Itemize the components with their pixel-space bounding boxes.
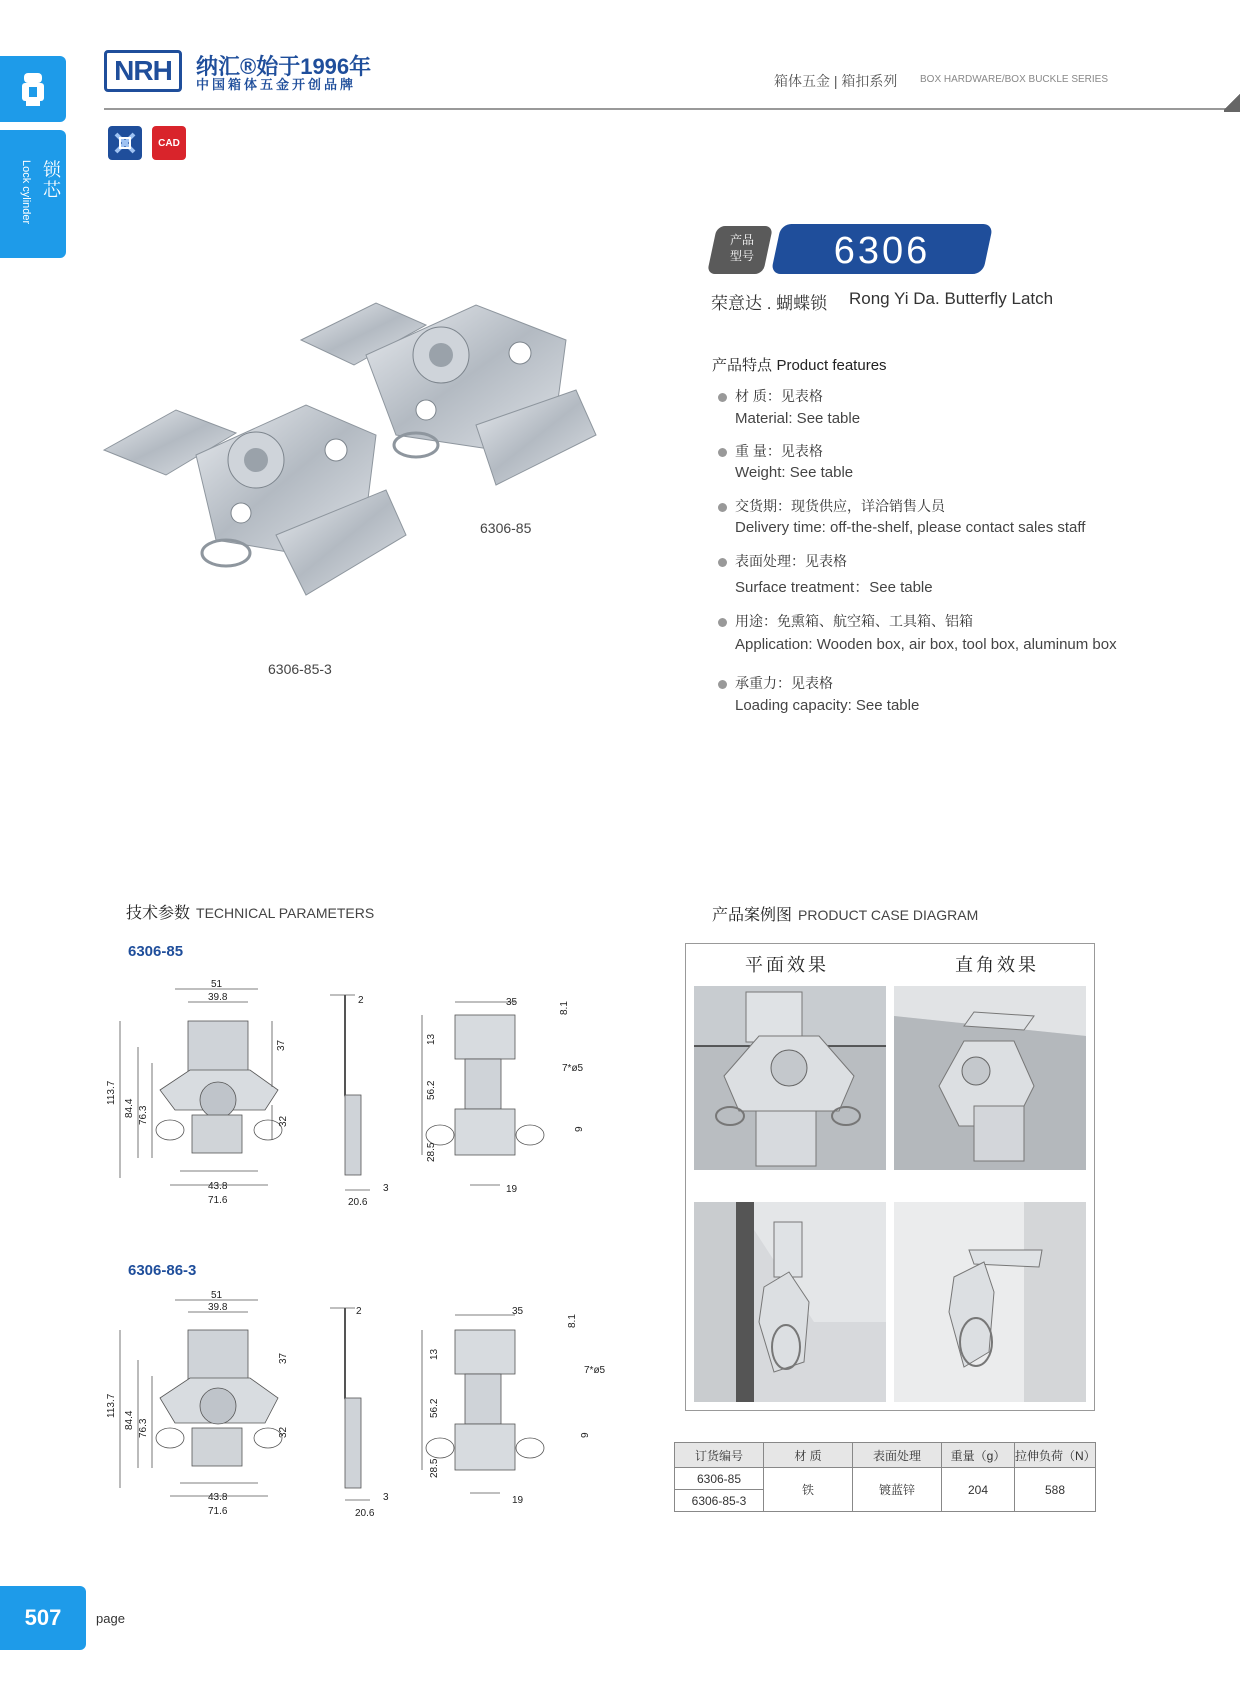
dim-35: 35 bbox=[506, 997, 518, 1008]
dim-39-8: 39.8 bbox=[208, 1302, 228, 1313]
product-photo bbox=[96, 285, 616, 665]
bullet-icon bbox=[718, 558, 727, 567]
sidebar-lock-tab-icon[interactable] bbox=[0, 56, 66, 122]
surface-cell: 镀蓝锌 bbox=[853, 1468, 942, 1512]
drawing-model-label: 6306-85 bbox=[128, 943, 184, 960]
technical-title-en: TECHNICAL PARAMETERS bbox=[196, 905, 375, 921]
feature-zh: 承重力：见表格 bbox=[735, 675, 833, 691]
table-row bbox=[675, 1468, 1096, 1490]
dim-39-8: 39.8 bbox=[208, 992, 228, 1003]
dim-71-6: 71.6 bbox=[208, 1506, 228, 1517]
table-header: 材 质 bbox=[764, 1443, 853, 1468]
dim-37: 37 bbox=[276, 1039, 287, 1051]
case-title-en: PRODUCT CASE DIAGRAM bbox=[798, 907, 979, 923]
dim-7x5: 7*ø5 bbox=[584, 1365, 606, 1376]
feature-item bbox=[718, 611, 973, 631]
case-title-zh: 产品案例图 bbox=[712, 907, 793, 924]
feature-item bbox=[718, 441, 823, 461]
dim-8-1: 8.1 bbox=[559, 1001, 570, 1015]
order-code-cell: 6306-85 bbox=[675, 1468, 764, 1490]
load-cell: 588 bbox=[1015, 1468, 1096, 1512]
bullet-icon bbox=[718, 680, 727, 689]
dim-35: 35 bbox=[512, 1306, 524, 1317]
dim-20-6: 20.6 bbox=[355, 1508, 375, 1519]
feature-item bbox=[718, 551, 847, 571]
model-label-line2: 型号 bbox=[729, 249, 754, 263]
feature-item bbox=[718, 386, 823, 406]
dim-3: 3 bbox=[383, 1492, 389, 1503]
technical-title bbox=[126, 900, 374, 923]
dim-113-7: 113.7 bbox=[106, 1393, 117, 1418]
feature-item bbox=[718, 673, 833, 693]
sidebar-item-lock-cylinder[interactable] bbox=[0, 130, 66, 258]
feature-en: Material: See table bbox=[735, 410, 861, 427]
corner-effect-photo-2 bbox=[894, 1202, 1086, 1402]
cad-download-icon[interactable]: CAD bbox=[152, 126, 186, 160]
dim-76-3: 76.3 bbox=[138, 1418, 149, 1438]
bullet-icon bbox=[718, 618, 727, 627]
features-title-en: Product features bbox=[776, 357, 887, 374]
dim-37: 37 bbox=[278, 1352, 289, 1364]
dim-7x5: 7*ø5 bbox=[562, 1063, 584, 1074]
page-number: 507 bbox=[0, 1586, 86, 1650]
dim-3: 3 bbox=[383, 1183, 389, 1194]
model-label-line1: 产品 bbox=[729, 233, 754, 247]
3d-model-icon[interactable] bbox=[108, 126, 142, 160]
dim-9: 9 bbox=[574, 1126, 585, 1132]
bullet-icon bbox=[718, 393, 727, 402]
dim-43-8: 43.8 bbox=[208, 1492, 228, 1503]
photo-label-6306-85: 6306-85 bbox=[480, 520, 532, 536]
feature-zh: 材 质：见表格 bbox=[735, 388, 823, 404]
dim-84-4: 84.4 bbox=[124, 1410, 135, 1430]
tools-icon bbox=[108, 126, 142, 160]
header-divider-corner bbox=[1224, 92, 1240, 112]
dim-84-4: 84.4 bbox=[124, 1098, 135, 1118]
feature-en: Weight: See table bbox=[735, 464, 854, 481]
dim-56-2: 56.2 bbox=[429, 1398, 440, 1418]
dim-19: 19 bbox=[512, 1495, 524, 1506]
product-name-zh: 荣意达 . 蝴蝶锁 bbox=[711, 294, 828, 313]
table-header: 表面处理 bbox=[853, 1443, 942, 1468]
bullet-icon bbox=[718, 503, 727, 512]
features-title bbox=[712, 354, 887, 375]
technical-drawing-6306-86-3 bbox=[100, 1288, 620, 1528]
dim-71-6: 71.6 bbox=[208, 1195, 228, 1206]
technical-title-zh: 技术参数 bbox=[126, 905, 191, 922]
dim-28-5: 28.5 bbox=[429, 1458, 440, 1478]
dim-19: 19 bbox=[506, 1184, 518, 1195]
brand-logo: NRH bbox=[104, 50, 182, 92]
dim-13: 13 bbox=[426, 1033, 437, 1045]
spec-table bbox=[674, 1442, 1096, 1512]
dim-13: 13 bbox=[429, 1348, 440, 1360]
model-number: 6306 bbox=[833, 230, 931, 272]
dim-2: 2 bbox=[358, 995, 364, 1006]
dim-51: 51 bbox=[211, 1290, 223, 1301]
photo-label-6306-85-3: 6306-85-3 bbox=[268, 661, 332, 677]
drawing-model-label: 6306-86-3 bbox=[128, 1262, 197, 1279]
dim-32: 32 bbox=[278, 1115, 289, 1127]
corner-effect-photo-1 bbox=[894, 986, 1086, 1170]
dim-43-8: 43.8 bbox=[208, 1181, 228, 1192]
header-divider bbox=[104, 108, 1240, 110]
dim-9: 9 bbox=[580, 1432, 591, 1438]
case-title bbox=[712, 902, 978, 925]
feature-zh: 表面处理：见表格 bbox=[735, 553, 847, 569]
material-cell: 铁 bbox=[764, 1468, 853, 1512]
order-code-cell: 6306-85-3 bbox=[675, 1490, 764, 1512]
category-title-en: BOX HARDWARE/BOX BUCKLE SERIES bbox=[920, 74, 1109, 85]
feature-item bbox=[718, 496, 945, 516]
sidebar-item-label-en: Lock cylinder bbox=[20, 160, 32, 225]
dim-8-1: 8.1 bbox=[567, 1314, 578, 1328]
flat-effect-photo-1 bbox=[694, 986, 886, 1170]
features-title-zh: 产品特点 bbox=[712, 357, 773, 374]
dim-28-5: 28.5 bbox=[426, 1142, 437, 1162]
dim-76-3: 76.3 bbox=[138, 1105, 149, 1125]
model-label-text bbox=[722, 232, 762, 264]
latch-6306-85-3-image bbox=[104, 405, 406, 595]
dim-56-2: 56.2 bbox=[426, 1080, 437, 1100]
feature-en: Loading capacity: See table bbox=[735, 697, 920, 714]
feature-zh: 交货期：现货供应，详洽销售人员 bbox=[735, 498, 945, 514]
corner-effect-label: 直角效果 bbox=[955, 955, 1039, 975]
feature-zh: 重 量：见表格 bbox=[735, 443, 823, 459]
feature-en: Delivery time: off-the-shelf, please contact sales staff bbox=[735, 519, 1086, 536]
weight-cell: 204 bbox=[942, 1468, 1015, 1512]
dim-51: 51 bbox=[211, 979, 223, 990]
brand-slogan: 纳汇®始于1996年 bbox=[196, 54, 372, 79]
category-title: 箱体五金 | 箱扣系列 bbox=[774, 73, 898, 89]
feature-en: Surface treatment：See table bbox=[735, 579, 933, 596]
technical-drawing-6306-85 bbox=[100, 975, 620, 1215]
dim-20-6: 20.6 bbox=[348, 1197, 368, 1208]
flat-effect-photo-2 bbox=[694, 1202, 886, 1402]
dim-2: 2 bbox=[356, 1306, 362, 1317]
brand-subtitle: 中国箱体五金开创品牌 bbox=[196, 77, 357, 92]
table-header: 重量（g） bbox=[942, 1443, 1015, 1468]
feature-en: Application: Wooden box, air box, tool box, aluminum box bbox=[735, 636, 1117, 653]
page-word: page bbox=[96, 1611, 125, 1626]
feature-zh: 用途：免熏箱、航空箱、工具箱、铝箱 bbox=[735, 613, 973, 629]
sidebar-item-label-zh: 锁芯 bbox=[41, 160, 61, 200]
dim-32: 32 bbox=[278, 1426, 289, 1438]
table-header: 拉伸负荷（N） bbox=[1015, 1443, 1096, 1468]
bullet-icon bbox=[718, 448, 727, 457]
dim-113-7: 113.7 bbox=[106, 1080, 117, 1105]
product-name-en: Rong Yi Da. Butterfly Latch bbox=[849, 289, 1054, 308]
flat-effect-label: 平面效果 bbox=[745, 955, 829, 975]
lock-cylinder-icon bbox=[18, 69, 48, 109]
table-header: 订货编号 bbox=[675, 1443, 764, 1468]
